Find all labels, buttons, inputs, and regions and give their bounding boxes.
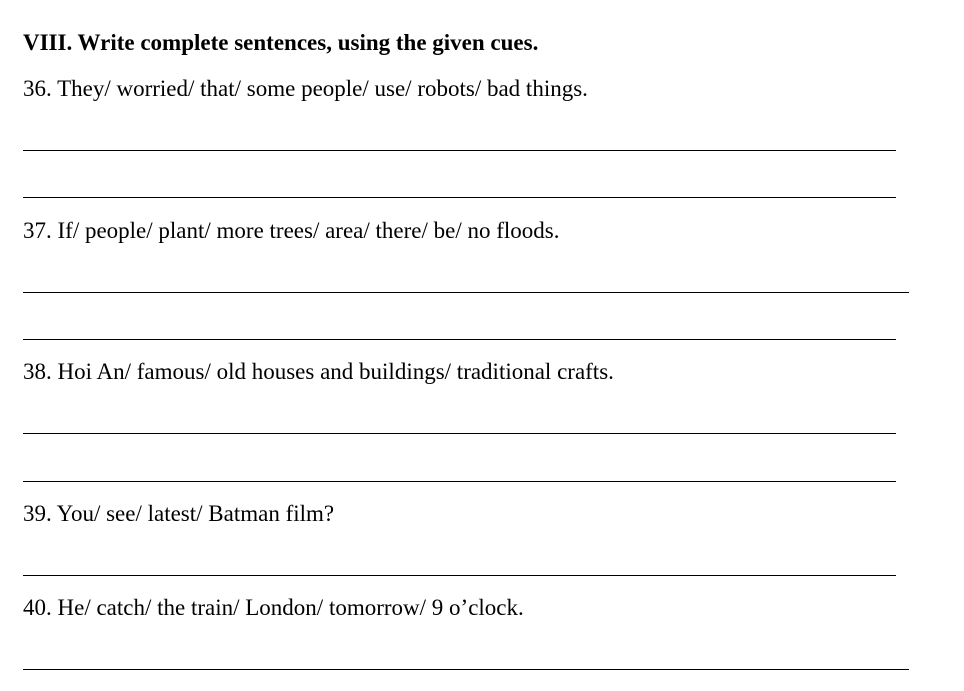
answer-line-38-2 — [23, 481, 896, 482]
answer-line-37-1 — [23, 292, 909, 293]
question-37: 37. If/ people/ plant/ more trees/ area/ there/ be/ no floods. — [23, 218, 560, 243]
question-39: 39. You/ see/ latest/ Batman film? — [23, 501, 335, 526]
answer-line-38-1 — [23, 433, 896, 434]
section-heading: VIII. Write complete sentences, using the given cues. — [23, 30, 539, 55]
answer-line-36-2 — [23, 197, 896, 198]
question-40: 40. He/ catch/ the train/ London/ tomorrow/ 9 o’clock. — [23, 595, 524, 620]
question-38: 38. Hoi An/ famous/ old houses and buildings/ traditional crafts. — [23, 359, 614, 384]
answer-line-39-1 — [23, 575, 896, 576]
answer-line-37-2 — [23, 339, 896, 340]
answer-line-36-1 — [23, 150, 896, 151]
answer-line-40-1 — [23, 669, 909, 670]
question-36: 36. They/ worried/ that/ some people/ use/ robots/ bad things. — [23, 76, 588, 101]
